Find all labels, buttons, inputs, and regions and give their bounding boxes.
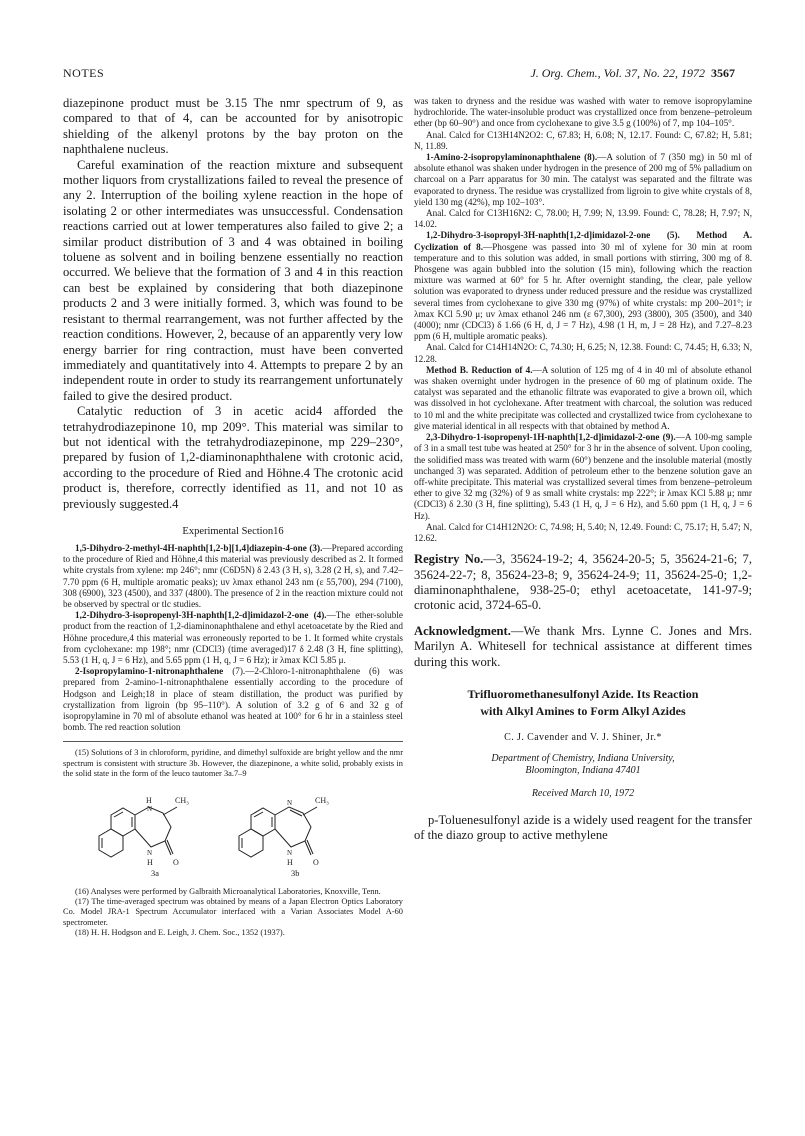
svg-text:N: N [287,849,293,858]
affiliation-line: Department of Chemistry, Indiana University, [491,752,675,764]
svg-text:CH₃: CH₃ [315,796,329,806]
page-number: 3567 [711,66,735,80]
article-intro: p-Toluenesulfonyl azide is a widely used reagent for the transfer of the diazo group to active methylene [414,812,752,843]
acknowledgment-paragraph [414,624,752,670]
compound-heading: 1-Amino-2-isopropylaminonaphthalene (8). [426,152,598,163]
structure-label-3b: 3b [291,869,300,879]
article-title [414,686,752,720]
body-paragraph: diazepinone product must be 3.15 The nmr spectrum of 9, as compared to that of 4, can be accounted for by anisotropic shielding of the alkenyl protons by the bay proton on the naphthalene nucleus. [63,96,403,157]
acknowledgment-heading: Acknowledgment. [414,623,511,638]
registry-text: —3, 35624-19-2; 4, 35624-20-5; 5, 35624-21-6; 7, 35624-22-7; 8, 35624-23-8; 9, 35624-24-9; 11, 35624-25-0; 1,2-diaminonaphthalene, 938-25-0; ethyl acetoacetate, 141-97-9; crotonic acid, 3724-65-0. [414,552,752,613]
procedure-text: —A solution of 7 (350 mg) in 50 ml of absolute ethanol was shaken under hydrogen in the presence of 200 mg of 5% palladium on charcoal on a Parr apparatus for 30 min. The catalyst was separated and the filtrate was evaporated to dryness. The residue was crystallized from ligroin to give white crystals of 8, yield 130 mg (42%), mp 102–103°. [414,152,752,207]
chemical-structures-figure [63,785,403,881]
procedure-paragraph [63,543,403,610]
journal-citation: J. Org. Chem., Vol. 37, No. 22, 1972 [530,66,705,80]
article-authors: C. J. Cavender and V. J. Shiner, Jr.* [504,731,662,743]
section-heading: Experimental Section16 [182,525,284,537]
procedure-text: —Prepared according to the procedure of Ried and Höhne,4 this material was previously described as 2. It formed white crystals from xylene: mp 246°; nmr (C6D5N) δ 2.43 (3 H, s), 3.28 (2 H, s), and 7.42–7.70 ppm (6 H, multiple aromatic peaks); uv λmax ethanol 243 nm (ε 55,700), 294 (7100), 308 (6900), 323 (4500), and 337 (4800). The presence of 2 in the reaction mixture could not be observed by spectral or tlc studies. [63,542,404,609]
acknowledgment-text: —We thank Mrs. Lynne C. Jones and Mrs. Marilyn A. Whitesell for technical assistance at different times during this work. [414,623,752,669]
compound-heading: 1,2-Dihydro-3-isopropyl-3H-naphth[1,2-d]imidazol-2-one (5). Method A. Cyclization of 8. [414,230,752,252]
procedure-paragraph: was taken to dryness and the residue was washed with water to remove isopropylamine hydrochloride. The water-insoluble product was crystallized once from benzene–petroleum ether (bp 60–90°) and once from cyclohexane to give 3.5 g (100%) of 7, mp 104–105°. [414,96,752,129]
ring-shape [239,829,263,857]
procedure-paragraph [414,365,752,432]
compound-heading: 2,3-Dihydro-1-isopropenyl-1H-naphth[1,2-d]imidazol-2-one (9). [426,432,676,443]
svg-text:CH₃: CH₃ [175,796,189,806]
procedure-paragraph [414,152,752,208]
procedure-paragraph [414,230,752,342]
running-head-journal [530,66,735,81]
procedure-text: —A solution of 125 mg of 4 in 40 ml of absolute ethanol was shaken overnight under hydrogen in the presence of 60 mg of platinum oxide. The catalyst was separated and the ethanolic filtrate was evaporated to give a brown oil, which was dissolved in hot cyclohexane. After treatment with charcoal, the solution was reduced to 10 ml and the white precipitate was collected and crystallized twice from cyclohexane to give material identical in all respects with that obtained by method A. [414,364,752,431]
procedure-text: —Phosgene was passed into 30 ml of xylene for 30 min at room temperature and to this solution was added, in small portions with stirring, 300 mg of 8. Phosgene was again bubbled into the solution (15 min), following which the reaction mixture was warmed at 60° for 5 hr. After overnight standing, the clear, pale yellow solution was evaporated to dryness under reduced pressure and the residue was crystallized several times from cyclohexane to give 330 mg (97%) of white crystals: mp 200–201°; ir λmax KCl 5.90 μ; uv λmax ethanol 246 nm (ε 67,300), 293 (3800), 305 (3500), and 340 (4000); nmr (CDCl3) δ 1.66 (6 H, d, J = 7 Hz), 4.98 (1 H, m, J = 28 Hz), and 7.27–8.23 ppm (6 H, multiple aromatic peaks). [414,241,752,342]
running-head-section: NOTES [63,66,105,80]
compound-heading: 2-Isopropylamino-1-nitronaphthalene [75,666,224,677]
procedure-paragraph [63,610,403,666]
compound-heading: 1,2-Dihydro-3-isopropenyl-3H-naphth[1,2-d]imidazol-2-one (4). [75,610,327,621]
body-paragraph: Careful examination of the reaction mixture and subsequent mother liquors from crystallizations failed to reveal the presence of any 2. Interruption of the boiling xylene reaction in the hope of isolating 2 or other intermediates was unsuccessful. Condensation reactions carried out at lower temperatures also failed to give 2; a similar product distribution of 3 and 4 was obtained in boiling toluene as solvent and in boiling benzene essentially no reaction occurred. We believe that the formation of 3 and 4 in this reaction can best be explained by considering that both diazepinone products 2 and 3 were initially formed. 3, which was found to be resistant to thermal rearrangement, was not further affected by the reaction conditions. However, 2, because of an apparently very low energy barrier for ring contraction, must have been converted immediately and quantitatively into 4. Attempts to prepare 2 by an independent route in order to study its rearrangement unfortunately failed to give the desired product. [63,157,403,403]
svg-text:H: H [287,858,293,868]
analysis-line: Anal. Calcd for C14H14N2O: C, 74.30; H, 6.25; N, 12.38. Found: C, 74.45; H, 6.33; N, 12.28. [414,342,752,364]
footnote: (17) The time-averaged spectrum was obtained by means of a Japan Electron Optics Laboratory Co. Model JRA-1 Spectrum Accumulator interfaced with a Varian Associates Model A-60 spectrometer. [63,897,403,927]
analysis-line: Anal. Calcd for C14H12N2O: C, 74.98; H, 5.40; N, 12.49. Found: C, 75.17; H, 5.47; N, 12.62. [414,521,752,543]
procedure-text: (7).—2-Chloro-1-nitronaphthalene (6) was prepared from 2-amino-1-nitronaphthalene essentially according to the procedure of Hodgson and Leigh;18 in place of steam distillation, the product was purified by crystallization from ligroin (bp 95–110°). A solution of 3.2 g of 6 and 32 g of isopropylamine in 70 ml of absolute ethanol was heated at 100° for 6 hr in a stainless steel bomb. The red reaction solution [63,666,403,733]
svg-text:O: O [313,858,319,868]
left-column [63,96,403,938]
article-title-line: Trifluoromethanesulfonyl Azide. Its Reaction [467,686,699,701]
footnote: (18) H. H. Hodgson and E. Leigh, J. Chem. Soc., 1352 (1937). [75,927,285,937]
svg-text:N: N [147,849,153,858]
svg-text:O: O [173,858,179,868]
analysis-line: Anal. Calcd for C13H14N2O2: C, 67.83; H, 6.08; N, 12.17. Found: C, 67.82; H, 5.81; N, 11.89. [414,129,752,151]
svg-text:N: N [147,805,153,814]
right-column [414,96,752,844]
procedure-text: —A 100-mg sample of 3 in a small test tube was heated at 250° for 3 hr in the absence of solvent. Upon cooling, the solidified mass was treated with warm (60°) benzene and the insoluble material (mostly unchanged 3) was separated. Addition of petroleum ether to the benzene solution gave an off-white precipitate. This material was crystallized several times from benzene–petroleum ether to give 32 mg (32%) of 9 as small white crystals: mp 222°; ir λmax KCl 5.88 μ; nmr (CDCl3) δ 2.30 (3 H, fine splitting), 5.43 (1 H, q, J = 6 Hz), and 5.60 ppm (1 H, q, J = 6 Hz). [414,432,752,521]
procedure-paragraph [414,432,752,522]
received-date: Received March 10, 1972 [531,787,635,799]
article-affiliation [414,753,752,778]
structure-drawing [91,785,381,881]
procedure-text: —The ether-soluble product from the reaction of 1,2-diaminonaphthalene and ethyl acetoacetate by the Ried and Höhne procedure,4 this material was erroneously reported to be 1. It formed white crystals from cyclohexane: mp 198°; nmr (CDCl3) (time averaged)17 δ 2.48 (3 H, fine splitting), 5.53 (1 H, q, J = 6 Hz), and 5.65 ppm (1 H, q, J = 6 Hz); ir λmax KCl 5.85 μ. [63,610,403,665]
procedure-paragraph [63,666,403,733]
compound-heading: 1,5-Dihydro-2-methyl-4H-naphth[1,2-b][1,4]diazepin-4-one (3). [75,542,323,553]
analysis-line: Anal. Calcd for C13H16N2: C, 78.00; H, 7.99; N, 13.99. Found: C, 78.28; H, 7.97; N, 14.02. [414,208,752,230]
footnote-rule [63,741,403,742]
structure-label-3a: 3a [151,869,159,879]
method-heading: Method B. Reduction of 4. [426,364,533,375]
svg-text:H: H [146,796,152,806]
registry-heading: Registry No. [414,552,484,567]
registry-paragraph [414,552,752,614]
svg-text:N: N [287,799,293,808]
ring-shape [99,829,123,857]
affiliation-line: Bloomington, Indiana 47401 [525,765,641,777]
body-paragraph: Catalytic reduction of 3 in acetic acid4 afforded the tetrahydrodiazepinone 10, mp 209°. This material was similar to but not identical with the tetrahydrodiazepinone, mp 229–230°, prepared by fusion of 1,2-diaminonaphthalene with crotonic acid, according to the procedure of Ried and Höhne.4 The crotonic acid product is, therefore, correctly identified as 11, and not 10 as previously suggested.4 [63,404,403,511]
footnote: (15) Solutions of 3 in chloroform, pyridine, and dimethyl sulfoxide are bright yellow and the nmr spectrum is consistent with structure 3b. However, the diazepinone, a white solid, probably exists in the solid state in the form of the leuco tautomer 3a.7–9 [63,748,403,778]
article-title-line: with Alkyl Amines to Form Alkyl Azides [480,703,686,718]
footnote: (16) Analyses were performed by Galbraith Microanalytical Laboratories, Knoxville, Tenn. [75,887,381,897]
svg-text:H: H [147,858,153,868]
